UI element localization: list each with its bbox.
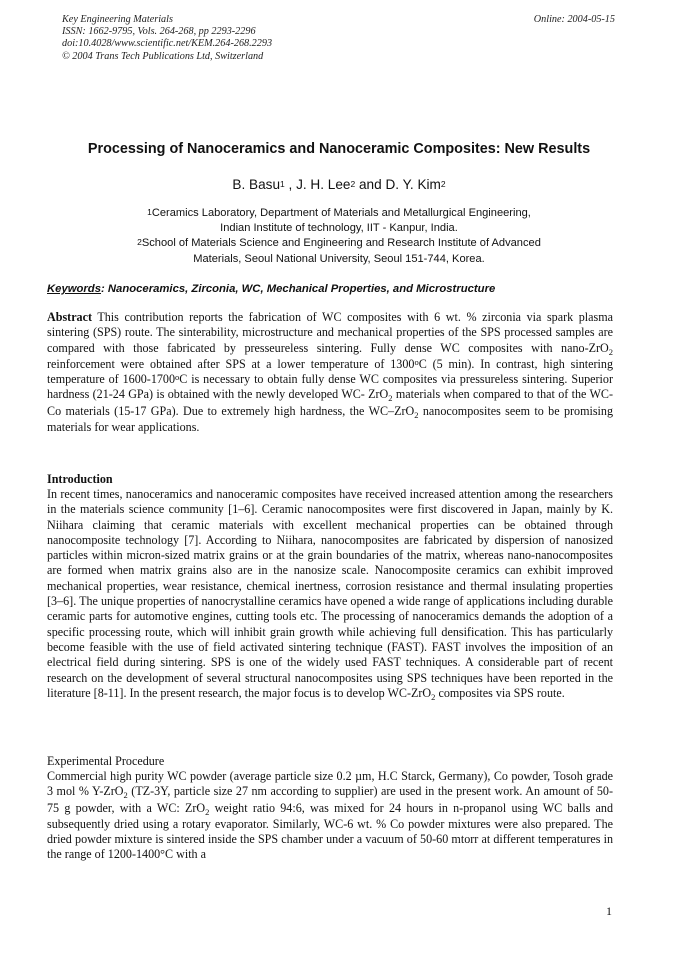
- introduction-paragraph: In recent times, nanoceramics and nanoceramic composites have received increased attention among the researchers in the materials science community [1–6]. Ceramic nanocomposites were first discovered in Japan, mainly by K. Niihara claiming that ceramic materials with excellent mechanical properties can be obtained through nanocomposite technology [7]. According to Niihara, nanocomposites are fabricated by dispersion of nanosized particles within micron-sized matrix grains or at the grain boundaries of the matrix, whereas nano-nanocomposites are formed when matrix grains also are in the nanosize scale. Nanocomposite ceramics can exhibit improved mechanical properties, wear resistance, chemical inertness, corrosion resistance and thermal insulating properties [3–6]. The unique properties of nanocrystalline ceramics have opened a wide range of applications including durable ceramic parts for automotive engines, cutting tools etc. The processing of nanoceramics demands the adoption of a specific processing route, which will inhibit grain growth while achieving full densification. This has particularly become feasible with the use of field activated sintering technique (FAST). FAST involves the imposition of an electrical field during sintering. SPS is one of the widely used FAST techniques. A considerable part of recent research on the development of several structural nanocomposites using SPS techniques have been reported in the literature [8-11]. In the present research, the major focus is to develop WC-ZrO$_2$ composites via SPS route.: [47, 487, 613, 702]
- author-name: and D. Y. Kim: [355, 177, 441, 192]
- affiliation-2: $^2$School of Materials Science and Engineering and Research Institute of Advanced: [137, 237, 541, 250]
- doi-line: doi:10.4028/www.scientific.net/KEM.264-268.2293: [62, 38, 273, 50]
- author-list: [40, 176, 638, 194]
- journal-header: [62, 14, 272, 63]
- experimental-paragraph: Commercial high purity WC powder (average particle size 0.2 µm, H.C Starck, Germany), Co powder, Tosoh grade 3 mol % Y-ZrO$_2$ (TZ-3Y, particle size 27 nm according to supplier) are used in the present work. An amount of 50-75 g powder, with a WC: ZrO$_2$ weight ratio 94:6, was mixed for 24 hours in n-propanol using WC balls and subsequently dried using a rotary evaporator. Similarly, WC-6 wt. % Co powder mixtures were also prepared. The dried powder mixture is sintered inside the SPS chamber under a vacuum of 50-60 mtorr at different temperatures in the range of 1200-1400°C with a: [47, 769, 613, 862]
- affiliation-2-cont: Materials, Seoul National University, Seoul 151-744, Korea.: [193, 252, 485, 265]
- keywords-label: Keywords: [47, 283, 101, 295]
- affiliation-1: $^1$Ceramics Laboratory, Department of Materials and Metallurgical Engineering,: [147, 207, 531, 219]
- keywords: [47, 282, 632, 296]
- copyright-line: © 2004 Trans Tech Publications Ltd, Switzerland: [62, 50, 264, 62]
- abstract: Abstract This contribution reports the fabrication of WC composites with 6 wt. % zirconia via spark plasma sintering (SPS) route. The sinterability, microstructure and mechanical properties of the SPS processed samples are compared with those fabricated by presseureless sintering. Fully dense WC composites with nano-ZrO$_2$ reinforcement were obtained after SPS at a lower temperature of 1300$^o$C (5 min). In contrast, high sintering temperature of 1600-1700$^o$C is necessary to obtain fully dense WC composites via pressureless sintering. Superior hardness (21-24 GPa) is obtained with the newly developed WC- ZrO$_2$ materials when compared to that of the WC-Co materials (15-17 GPa). Due to extremely high hardness, the WC–ZrO$_2$ nanocomposites seem to be promising materials for wear applications.: [47, 310, 613, 435]
- keywords-text: : Nanoceramics, Zirconia, WC, Mechanical Properties, and Microstructure: [101, 283, 496, 295]
- abstract-label: Abstract: [47, 310, 93, 324]
- page-number: 1: [606, 904, 612, 918]
- author-name: B. Basu: [232, 177, 281, 192]
- author-affiliation-mark: 2: [350, 179, 356, 189]
- affiliations: [40, 206, 638, 267]
- author-name: , J. H. Lee: [284, 177, 351, 192]
- experimental-heading: Experimental Procedure: [47, 754, 165, 768]
- introduction-heading: Introduction: [47, 472, 113, 486]
- author-affiliation-mark: 1: [280, 179, 285, 189]
- online-date: Online: 2004-05-15: [533, 14, 615, 25]
- issn-line: ISSN: 1662-9795, Vols. 264-268, pp 2293-2296: [62, 26, 256, 38]
- paper-title: Processing of Nanoceramics and Nanoceramic Composites: New Results: [87, 141, 591, 157]
- journal-name: Key Engineering Materials: [62, 14, 173, 25]
- author-affiliation-mark: 2: [440, 179, 446, 189]
- affiliation-1-cont: Indian Institute of technology, IIT - Kanpur, India.: [220, 222, 458, 235]
